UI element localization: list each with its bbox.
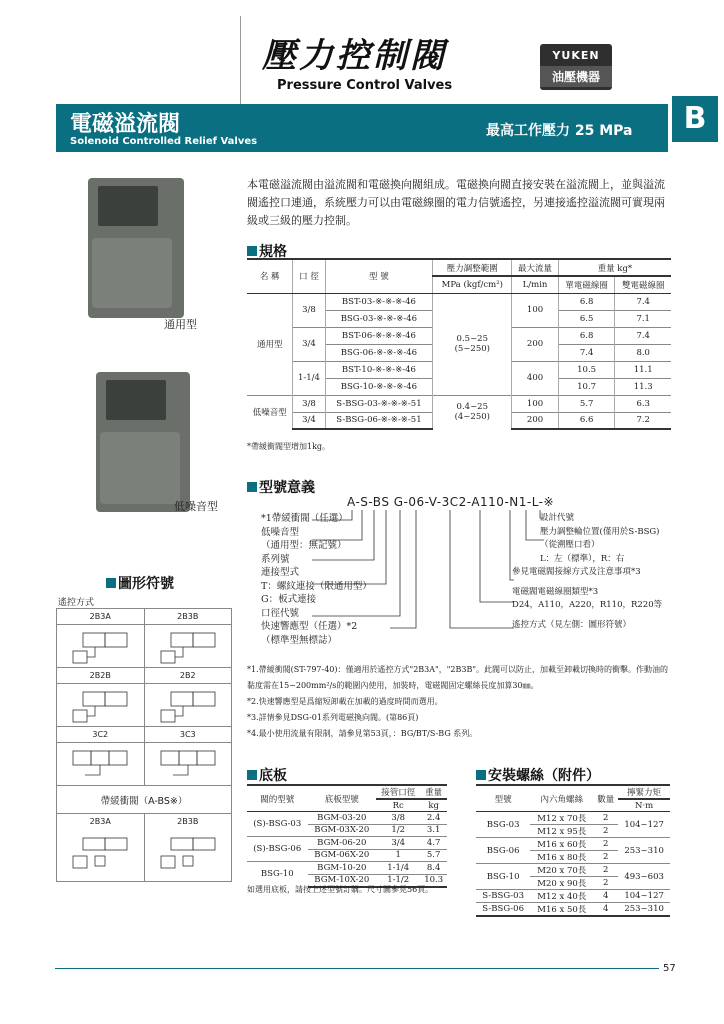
cell: 7.4 [558, 344, 615, 361]
th: 底板型號 [308, 785, 377, 812]
remote-mode-label: 遙控方式 [58, 598, 95, 608]
th-double: 雙電磁線圈 [615, 276, 671, 293]
spec-table [247, 258, 671, 430]
symbol-label: 2B3A [57, 609, 145, 625]
subplate-note: 如選用底板，請按上述型號訂購。尺寸圖參見56頁。 [247, 885, 434, 894]
logo-text-top: YUKEN [552, 49, 600, 62]
code-label: 壓力調整輪位置(僅用於S-BSG) [540, 526, 660, 537]
cell: 2 [593, 825, 618, 838]
th: 擰緊力矩 [618, 785, 670, 799]
range-value-kgf: (5~250) [454, 344, 490, 354]
cell: 6.8 [558, 327, 615, 344]
cell: 8.4 [420, 862, 447, 875]
page-number: 57 [663, 963, 676, 974]
cell: 2 [593, 812, 618, 825]
cell: BSG-03 [476, 812, 530, 838]
range-value: 0.5~25 [456, 334, 489, 344]
th-size: 口 徑 [293, 259, 325, 293]
code-label: 設計代號 [540, 513, 575, 523]
range-value-kgf: (4~250) [454, 412, 490, 423]
cell: 104~127 [618, 812, 670, 838]
cell: S-BSG-06-※-※-※-51 [325, 412, 433, 429]
cell-general: 通用型 [247, 293, 293, 395]
model-note: *4.最小使用流量有限制，請參見第53頁，：BG/BT/S-BG 系列。 [247, 729, 478, 738]
cell: BSG-10 [476, 864, 530, 890]
th-name: 名 稱 [247, 259, 293, 293]
th: 接管口徑 [376, 785, 420, 799]
cell: M20 x 90長 [530, 877, 593, 890]
cell: 3/4 [293, 412, 325, 429]
cell-range2 [433, 395, 512, 429]
section-title-en: Solenoid Controlled Relief Valves [70, 136, 258, 147]
photo-label-general: 通用型 [164, 318, 197, 331]
chapter-tab: B [672, 96, 718, 142]
code-label: L：左（標準），R：右 [540, 553, 625, 564]
section-banner [56, 104, 668, 152]
hydraulic-symbol-icon [57, 684, 145, 727]
cell: BSG-06-※-※-※-46 [325, 344, 433, 361]
heading-square-icon [247, 770, 257, 780]
cell: 3.1 [420, 824, 447, 837]
subplate-heading [247, 765, 287, 785]
cell: S-BSG-03-※-※-※-51 [325, 395, 433, 412]
symbol-label: 3C3 [144, 727, 232, 743]
cell: BSG-10 [247, 862, 308, 887]
cell: M12 x 95長 [530, 825, 593, 838]
model-heading [247, 477, 315, 497]
cell: 1-1/4 [293, 361, 325, 395]
th-single: 單電磁線圈 [558, 276, 615, 293]
cell: 3/8 [293, 293, 325, 327]
th-range: 壓力調整範圍 [433, 259, 512, 276]
symbol-label: 2B3A [57, 814, 145, 830]
th: kg [420, 799, 447, 812]
model-heading-text: 型號意義 [259, 480, 315, 496]
cell: 104~127 [618, 890, 670, 903]
cell: 2 [593, 851, 618, 864]
th-weight: 重量 kg* [558, 259, 671, 276]
symbols-heading [106, 573, 174, 593]
valve-photo-lownoise [96, 372, 190, 512]
cell: 8.0 [615, 344, 671, 361]
symbol-label: 2B3B [144, 814, 232, 830]
th-flow: 最大流量 [512, 259, 559, 276]
cell: 2 [593, 838, 618, 851]
hydraulic-symbol-icon [144, 830, 232, 882]
code-label: 系列號 [261, 553, 290, 565]
model-note: *2.快速響應型是爲縮短卸載在加載的過度時間而選用。 [247, 697, 443, 706]
th: 型號 [476, 785, 530, 812]
th: 閥的型號 [247, 785, 308, 812]
model-note: *3.詳情參見DSG-01系列電磁換向閥。(第86頁) [247, 713, 419, 722]
cell: 10.3 [420, 874, 447, 887]
cell: 100 [512, 395, 559, 412]
symbol-label: 2B2B [57, 668, 145, 684]
cell: 493~603 [618, 864, 670, 890]
cell: BSG-06 [476, 838, 530, 864]
buffer-label: 帶緩衝閥（A-BS※） [57, 786, 232, 814]
hydraulic-symbol-icon [57, 743, 145, 786]
th: Rc [376, 799, 420, 812]
cell: 200 [512, 327, 559, 361]
symbol-label: 3C2 [57, 727, 145, 743]
cell: 1-1/4 [376, 862, 420, 875]
bolts-table [476, 784, 670, 917]
cell: BGM-06X-20 [308, 849, 377, 862]
heading-square-icon [476, 770, 486, 780]
subplate-table [247, 784, 447, 888]
cell: 1/2 [376, 824, 420, 837]
code-label: （標準型無標誌） [261, 634, 338, 646]
cell: 10.5 [558, 361, 615, 378]
cell: M16 x 60長 [530, 838, 593, 851]
cell: S-BSG-06 [476, 903, 530, 917]
cell: BGM-10X-20 [308, 874, 377, 887]
cell: M16 x 50長 [530, 903, 593, 917]
cell: 400 [512, 361, 559, 395]
code-label: G：板式連接 [261, 594, 317, 605]
cell: 5.7 [558, 395, 615, 412]
cell: BGM-03X-20 [308, 824, 377, 837]
cell: 4.7 [420, 837, 447, 850]
cell: 4 [593, 890, 618, 903]
cell: 11.3 [615, 378, 671, 395]
valve-photo-general [88, 178, 184, 318]
cell: 5.7 [420, 849, 447, 862]
cell: 2.4 [420, 812, 447, 825]
cell: 3/8 [376, 812, 420, 825]
symbol-label: 2B2 [144, 668, 232, 684]
section-title-cn: 電磁溢流閥 [70, 112, 181, 137]
code-label: 口徑代號 [261, 607, 300, 619]
max-pressure: 最高工作壓力 25 MPa [486, 123, 633, 139]
symbol-label: 2B3B [144, 609, 232, 625]
cell: M12 x 70長 [530, 812, 593, 825]
th-range-unit: MPa (kgf/cm²) [433, 276, 512, 293]
cell: 253~310 [618, 903, 670, 917]
cell-range1 [433, 293, 512, 395]
cell: BST-10-※-※-※-46 [325, 361, 433, 378]
cell: 6.5 [558, 310, 615, 327]
code-label: 快速響應型（任選）*2 [261, 621, 358, 632]
cell: 3/4 [376, 837, 420, 850]
photo-label-lownoise: 低噪音型 [174, 500, 218, 513]
heading-square-icon [247, 246, 257, 256]
th: 重量 [420, 785, 447, 799]
page-title: 壓力控制閥 [262, 36, 447, 76]
cell: S-BSG-03 [476, 890, 530, 903]
code-label: 低噪音型 [261, 526, 300, 538]
bolts-heading [476, 765, 600, 785]
cell: BGM-03-20 [308, 812, 377, 825]
cell: 3/4 [293, 327, 325, 361]
model-code-left-labels [261, 512, 381, 647]
cell: BGM-10-20 [308, 862, 377, 875]
model-code-right-labels [512, 512, 672, 632]
cell: 1-1/2 [376, 874, 420, 887]
code-label: 連接型式 [261, 567, 300, 578]
code-label: D24，A110，A220，R110，R220等 [512, 600, 663, 610]
cell: 4 [593, 903, 618, 917]
cell: BST-06-※-※-※-46 [325, 327, 433, 344]
bolts-heading-text: 安裝螺絲（附件） [488, 768, 600, 784]
intro-paragraph: 本電磁溢流閥由溢流閥和電磁換向閥組成。電磁換向閥直接安裝在溢流閥上，並與溢流閥遙控口連通，系統壓力可以由電磁線圈的電力信號遙控，另連接遙控溢流閥可實現兩級或三級的壓力控制。 [247, 178, 665, 227]
cell: 200 [512, 412, 559, 429]
cell: BSG-03-※-※-※-46 [325, 310, 433, 327]
code-label: 參見電磁閥接線方式及注意事項*3 [512, 567, 641, 577]
cell: M12 x 40長 [530, 890, 593, 903]
cell: M16 x 80長 [530, 851, 593, 864]
model-code: A-S-BS G-06-V-3C2-A110-N1-L-※ [347, 495, 555, 509]
cell: 7.4 [615, 293, 671, 310]
spec-heading-text: 規格 [259, 244, 287, 260]
th: 數量 [593, 785, 618, 812]
cell: 7.2 [615, 412, 671, 429]
th-flow-unit: L/min [512, 276, 559, 293]
cell: 7.1 [615, 310, 671, 327]
symbol-table [56, 608, 232, 882]
cell: (S)-BSG-03 [247, 812, 308, 837]
heading-square-icon [247, 482, 257, 492]
cell: 6.3 [615, 395, 671, 412]
range-value: 0.4~25 [456, 402, 489, 413]
cell-lownoise: 低噪音型 [247, 395, 293, 429]
model-notes [247, 662, 672, 742]
code-label: 電磁閥電磁線圈類型*3 [512, 586, 599, 597]
cell: M20 x 70長 [530, 864, 593, 877]
heading-square-icon [106, 578, 116, 588]
yuken-logo [540, 44, 612, 90]
cell: BGM-06-20 [308, 837, 377, 850]
hydraulic-symbol-icon [57, 830, 145, 882]
th: N·m [618, 799, 670, 812]
cell: 253~310 [618, 838, 670, 864]
cell: 100 [512, 293, 559, 327]
spec-note: *帶緩衝閥型增加1kg。 [247, 442, 331, 451]
footer-rule [55, 968, 659, 969]
cell: 1 [376, 849, 420, 862]
th-model: 型 號 [325, 259, 433, 293]
cell: BSG-10-※-※-※-46 [325, 378, 433, 395]
header-divider [240, 16, 241, 104]
cell: 7.4 [615, 327, 671, 344]
cell: BST-03-※-※-※-46 [325, 293, 433, 310]
model-note: *1.帶緩衝閥(ST-797-40)：僅適用於遙控方式"2B3A"，"2B3B"。此閥可以防止，加載至卸載切換時的衝擊。作動油的黏度需在15~200mm²/s的範圍內使用，加裝時，電磁閥固定螺絲長度加算30㎜。 [247, 665, 669, 690]
cell: 6.6 [558, 412, 615, 429]
hydraulic-symbol-icon [144, 684, 232, 727]
hydraulic-symbol-icon [144, 743, 232, 786]
cell: 10.7 [558, 378, 615, 395]
hydraulic-symbol-icon [57, 625, 145, 668]
cell: 3/8 [293, 395, 325, 412]
cell: 11.1 [615, 361, 671, 378]
th: 內六角螺絲 [530, 785, 593, 812]
hydraulic-symbol-icon [144, 625, 232, 668]
symbols-heading-text: 圖形符號 [118, 576, 174, 592]
page-subtitle: Pressure Control Valves [277, 78, 453, 93]
code-label: 遙控方式（見左側：圖形符號） [512, 619, 632, 630]
logo-text-bottom: 油壓機器 [540, 66, 612, 87]
code-label: T：螺紋連接（限通用型） [261, 580, 372, 592]
cell: (S)-BSG-06 [247, 837, 308, 862]
code-label: （從溯壓口看） [540, 540, 600, 550]
cell: 6.8 [558, 293, 615, 310]
code-label: （通用型：無記號） [261, 540, 347, 551]
cell: 2 [593, 864, 618, 877]
cell: 2 [593, 877, 618, 890]
code-label: *1帶緩衝閥（任選） [261, 513, 348, 524]
subplate-heading-text: 底板 [259, 768, 287, 784]
